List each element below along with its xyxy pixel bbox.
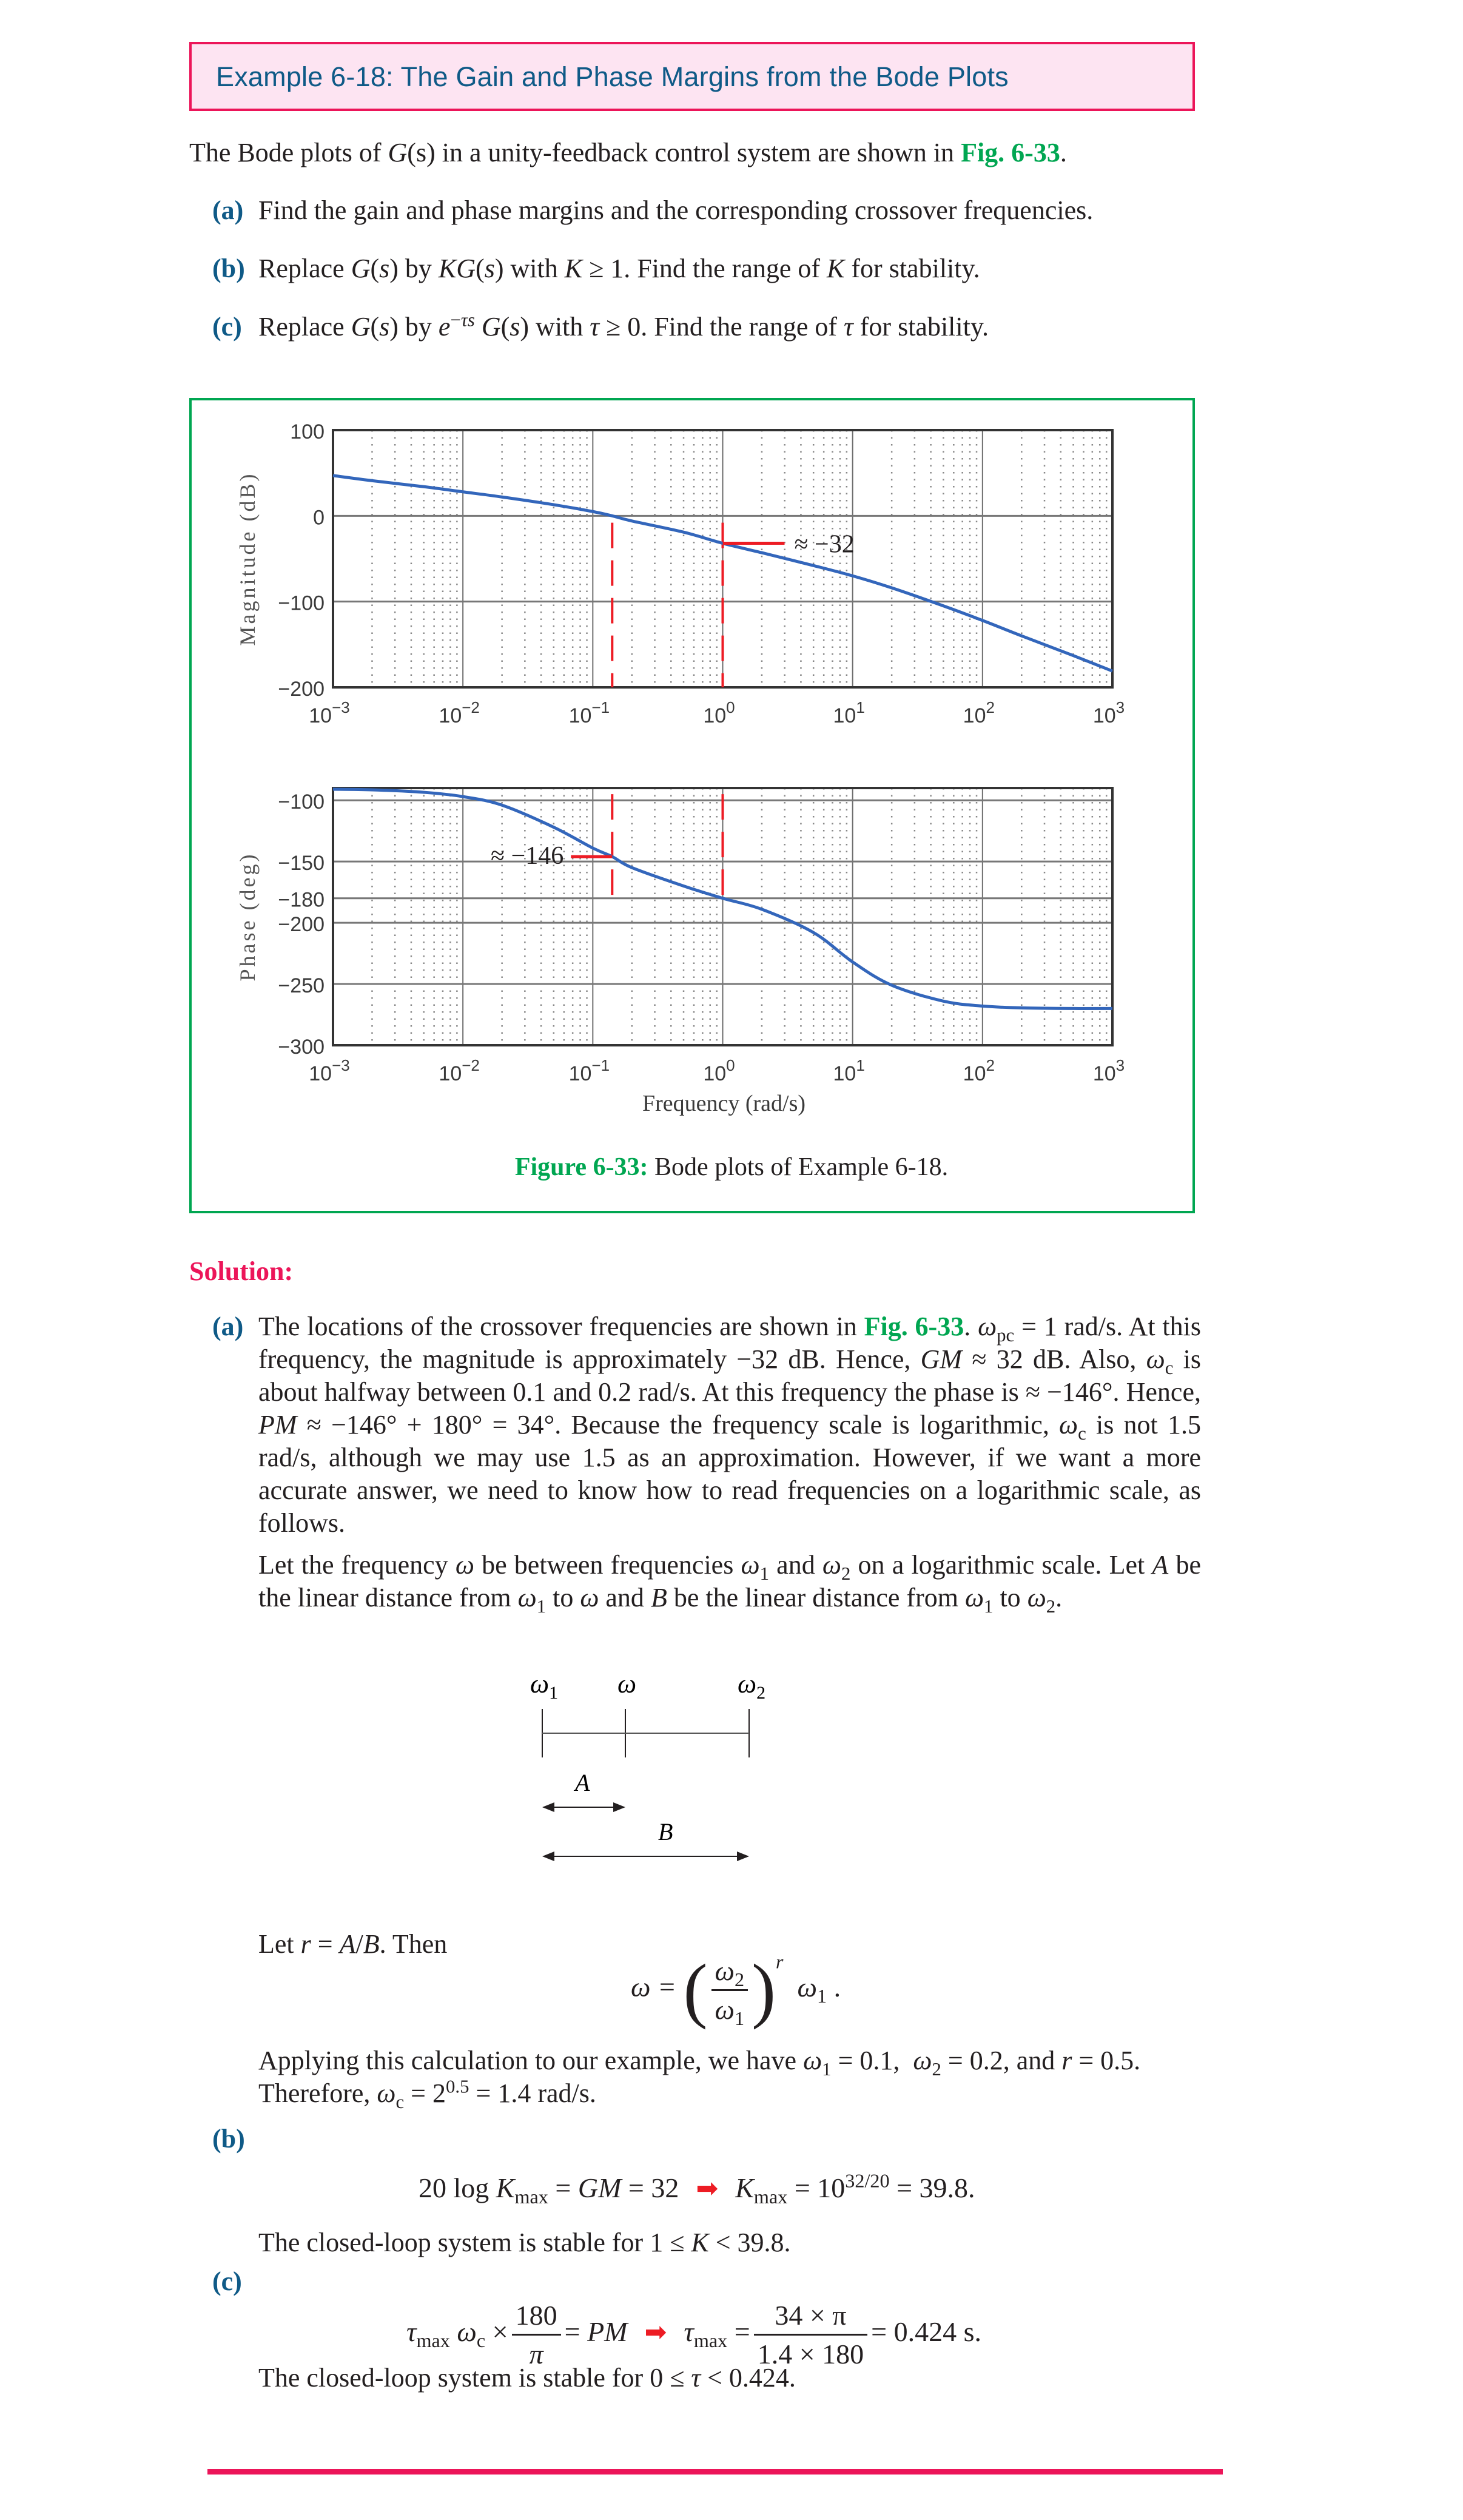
y-tick-label: −200: [278, 678, 325, 701]
magnitude-plot: [235, 420, 1125, 727]
distance-a-label: A: [575, 1769, 590, 1796]
y-tick-label: 100: [290, 420, 325, 443]
y-tick-label: −150: [278, 852, 325, 875]
phase-annotation: ≈ −146: [491, 842, 564, 871]
part-c-label: (c): [212, 2266, 242, 2296]
x-tick-label: $10^{-3}$: [309, 1056, 350, 1085]
x-axis-label: Frequency (rad/s): [642, 1091, 806, 1116]
y-tick-label: 0: [313, 506, 325, 530]
y-tick-label: −250: [278, 974, 325, 998]
solution-heading: Solution:: [189, 1256, 294, 1286]
x-tick-label: $10^3$: [1092, 698, 1125, 727]
x-tick-label: $10^{-3}$: [309, 698, 350, 727]
y-tick-label: −200: [278, 913, 325, 937]
omega-label: ω: [617, 1669, 637, 1699]
solution-part-a: [212, 1310, 1201, 1540]
omega2-label: $\omega_2$: [738, 1669, 766, 1703]
part-label: (b): [212, 254, 245, 283]
bode-plots: [0, 0, 1463, 1213]
x-tick-label: $10^2$: [963, 698, 995, 727]
y-tick-label: −100: [278, 591, 325, 615]
figure-link[interactable]: Fig. 6-33: [961, 138, 1060, 167]
y-tick-label: −180: [278, 888, 325, 912]
log-scale-distance-diagram: [497, 1662, 873, 1893]
phase-plot: [235, 788, 1125, 1116]
part-label: (a): [212, 195, 244, 225]
solution-a-log-scale-paragraph: Let the frequency ω be between frequencies $\omega_1$ and $\omega_2$ on a logarithmic scale. Let A be the linear distance from $\omega_1$ to ω and B be the linear distance from $\omega_1$ to $\omega_2$.: [258, 1550, 1201, 1617]
y-axis-label: Phase (deg): [235, 852, 260, 982]
apply-calculation-text: Applying this calculation to our example, we have $\omega_1 = 0.1$, $\omega_2 = 0.2$, and r = 0.5. Therefore, $\omega_c = 2^{0.5} = 1.4$ rad/s.: [258, 2046, 1141, 2112]
tau-max-equation: $\tau_{max}$ $\omega_c$ × $\frac{180}{\pi}$ = PM ➡ $\tau_{max}$ = $\frac{34 \times \pi}{1.4 \times 180}$ = 0.424 s.: [406, 2300, 982, 2370]
example-title: Example 6-18: The Gain and Phase Margins from the Bode Plots: [216, 61, 1009, 92]
problem-part-a: (a) Find the gain and phase margins and the corresponding crossover frequencies.: [212, 194, 1093, 227]
x-tick-label: $10^0$: [703, 698, 735, 727]
x-tick-label: $10^0$: [703, 1056, 735, 1085]
x-tick-label: $10^{-2}$: [439, 1056, 480, 1085]
solution-a-paragraph: The locations of the crossover frequencies are shown in Fig. 6-33. $\omega_{pc} = 1$ rad/s. At this frequency, the magnitude is approximately −32 dB. Hence, GM ≈ 32 dB. Also, $\omega_c$ is about halfway between 0.1 and 0.2 rad/s. At this frequency the phase is ≈ −146°. Hence, PM ≈ −146° + 180° = 34°. Because the frequency scale is logarithmic, $\omega_c$ is not 1.5 rad/s, although we may use 1.5 as an approximation. However, if we want a more accurate answer, we need to know how to read frequencies on a logarithmic scale, as follows.: [258, 1312, 1201, 1538]
part-b-label: (b): [212, 2124, 245, 2154]
k-stability-range: The closed-loop system is stable for 1 ≤ K < 39.8.: [258, 2228, 791, 2257]
arrow-right-icon: ➡: [644, 2317, 667, 2348]
footer-rule: [207, 2469, 1223, 2475]
arrow-right-icon: ➡: [696, 2173, 719, 2204]
x-tick-label: $10^1$: [833, 698, 865, 727]
y-axis-label: Magnitude (dB): [235, 471, 260, 646]
gain-annotation: ≈ −32: [794, 530, 855, 559]
omega1-label: $\omega_1$: [530, 1669, 559, 1703]
y-tick-label: −100: [278, 790, 325, 814]
x-tick-label: $10^{-1}$: [568, 698, 610, 727]
x-tick-label: $10^{-2}$: [439, 698, 480, 727]
distance-b-label: B: [658, 1818, 673, 1845]
problem-intro: The Bode plots of G(s) in a unity-feedback control system are shown in Fig. 6-33.: [189, 138, 1067, 167]
x-tick-label: $10^3$: [1092, 1056, 1125, 1085]
x-tick-label: $10^{-1}$: [568, 1056, 610, 1085]
let-r-text: Let r = A/B. Then: [258, 1929, 448, 1959]
problem-part-c: (c) Replace G(s) by $e^{-\tau s}$ G(s) with τ ≥ 0. Find the range of τ for stability.: [212, 311, 989, 343]
x-tick-label: $10^2$: [963, 1056, 995, 1085]
omega-interpolation-equation: ω = ( $\frac{\omega_2}{\omega_1}$ )$^r$ $\omega_1$ .: [631, 1949, 841, 2030]
y-tick-label: −300: [278, 1036, 325, 1059]
figure-caption: Figure 6-33: Bode plots of Example 6-18.: [514, 1153, 949, 1181]
part-label: (c): [212, 312, 242, 342]
kmax-equation: 20 $\log K_{max}$ = GM = 32 ➡ $K_{max} = 10^{32/20} = 39.8$.: [419, 2169, 975, 2208]
problem-part-b: (b) Replace G(s) by KG(s) with K ≥ 1. Find the range of K for stability.: [212, 252, 980, 285]
part-label: (a): [212, 1312, 244, 1341]
x-tick-label: $10^1$: [833, 1056, 865, 1085]
tau-stability-range: The closed-loop system is stable for 0 ≤ τ < 0.424.: [258, 2363, 796, 2393]
